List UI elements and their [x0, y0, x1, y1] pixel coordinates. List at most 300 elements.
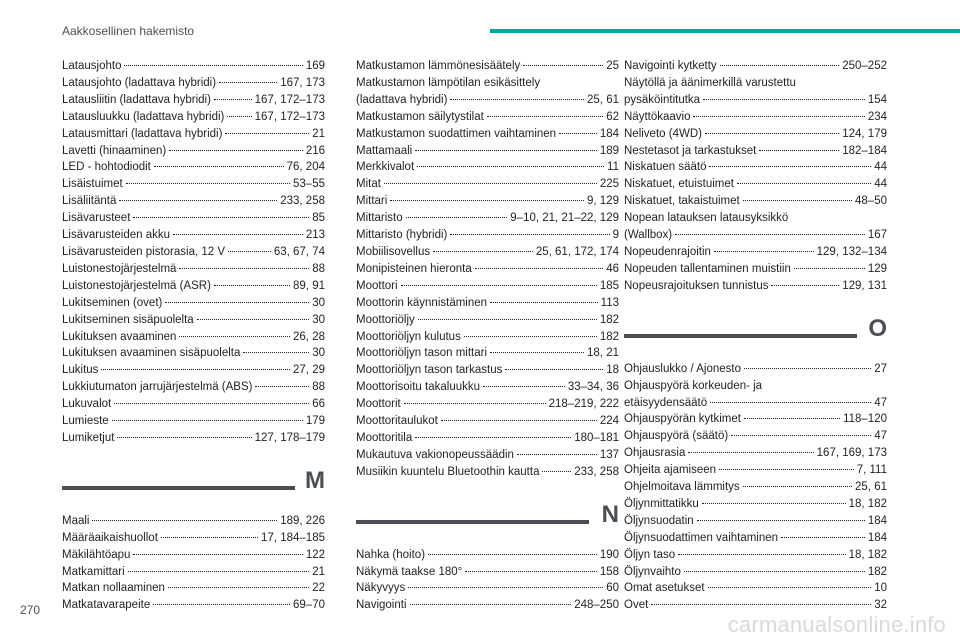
section-rule: [62, 486, 295, 490]
index-entry-pages: 21: [312, 127, 325, 140]
index-entry: [62, 210, 325, 227]
entry-list-n: [356, 547, 619, 615]
index-entry-term: Mobiilisovellus: [356, 245, 431, 258]
index-entry: [62, 126, 325, 143]
index-entry-text: Matkustamon lämpötilan esikäsittely: [356, 76, 541, 89]
index-entry: [356, 447, 619, 464]
dot-leader: [168, 587, 309, 588]
index-entry: [62, 261, 325, 278]
dot-leader: [465, 571, 597, 572]
dot-leader: [490, 302, 598, 303]
index-entry: [624, 411, 887, 428]
index-entry-pages: 25, 61: [855, 481, 887, 494]
index-entry-pages: 22: [312, 582, 325, 595]
index-entry-term: Lukuvalot: [62, 398, 112, 411]
index-entry-term: Neliveto (4WD): [624, 127, 702, 140]
index-entry: [356, 430, 619, 447]
index-entry-term: Matkatavarapeite: [62, 599, 151, 612]
index-entry: [624, 580, 887, 597]
dot-leader: [169, 150, 303, 151]
index-entry-pages: 76, 204: [286, 161, 325, 174]
index-entry-pages: 122: [305, 548, 325, 561]
section-header-n: [356, 495, 619, 547]
index-entry: [62, 92, 325, 109]
dot-leader: [124, 65, 302, 66]
dot-leader: [119, 200, 277, 201]
index-column-3: [624, 58, 887, 614]
index-entry-pages: 88: [312, 262, 325, 275]
index-entry: [624, 513, 887, 530]
section-rule: [356, 520, 589, 524]
dot-leader: [408, 587, 603, 588]
index-entry-pages: 124, 179: [842, 127, 887, 140]
dot-leader: [744, 368, 871, 369]
index-entry-pages: 182: [599, 330, 619, 343]
index-entry-pages: 129, 132–134: [816, 245, 887, 258]
index-entry-term: Nopeuden tallentaminen muistiin: [624, 262, 791, 275]
dot-leader: [714, 251, 814, 252]
dot-leader: [417, 166, 604, 167]
section-letter-o: O: [868, 314, 887, 342]
index-entry-pages: 218–219, 222: [548, 398, 619, 411]
dot-leader: [651, 604, 871, 605]
index-entry: [356, 580, 619, 597]
index-entry-pages: 9: [612, 229, 619, 242]
index-entry-pages: 25, 61: [587, 93, 619, 106]
dot-leader: [743, 486, 852, 487]
index-entry-term: Mitat: [356, 178, 381, 191]
dot-leader: [759, 150, 839, 151]
index-entry-pages: 27: [874, 362, 887, 375]
index-entry-term: Näyttökaavio: [624, 110, 691, 123]
index-entry-pages: 89, 91: [293, 279, 325, 292]
index-entry-term: Latausmittari (ladattava hybridi): [62, 127, 223, 140]
index-entry-term: Moottorit: [356, 398, 401, 411]
index-entry: [62, 176, 325, 193]
index-entry-pages: 60: [606, 582, 619, 595]
index-entry-term: Moottorisoitu takaluukku: [356, 381, 481, 394]
index-entry-term: (ladattava hybridi): [356, 93, 448, 106]
dot-leader: [165, 302, 309, 303]
dot-leader: [410, 604, 572, 605]
section-letter-n: N: [601, 500, 619, 528]
index-entry-term: Öljyn taso: [624, 548, 676, 561]
entry-list-l: [62, 58, 325, 447]
index-entry-pages: 113: [600, 296, 619, 309]
dot-leader: [702, 503, 846, 504]
index-entry-text: Nopean latauksen latausyksikkö: [624, 212, 789, 225]
dot-leader: [255, 386, 309, 387]
index-entry: [62, 244, 325, 261]
index-entry-term: Lisäistuimet: [62, 178, 123, 191]
index-entry-term: (Wallbox): [624, 229, 673, 242]
dot-leader: [688, 452, 813, 453]
index-entry: [624, 109, 887, 126]
index-entry: [356, 329, 619, 346]
index-entry-term: Lavetti (hinaaminen): [62, 144, 167, 157]
dot-leader: [401, 285, 597, 286]
index-entry-term: Nestetasot ja tarkastukset: [624, 144, 757, 157]
dot-leader: [243, 352, 309, 353]
index-entry-pages: 137: [599, 448, 619, 461]
index-entry-pages: 182–184: [842, 144, 887, 157]
index-entry-term: Lisävarusteiden pistorasia, 12 V: [62, 245, 226, 258]
index-entry-term: Luistonestojärjestelmä: [62, 262, 177, 275]
index-entry: [356, 345, 619, 362]
index-entry-pages: 189: [599, 144, 619, 157]
index-entry-pages: 10: [874, 582, 887, 595]
dot-leader: [709, 166, 871, 167]
index-entry: [62, 379, 325, 396]
index-entry: [624, 143, 887, 160]
index-entry-term: Öljynsuodatin: [624, 514, 694, 527]
index-entry-pages: 184: [867, 514, 887, 527]
dot-leader: [228, 251, 271, 252]
index-entry-term: Latausliitin (ladattava hybridi): [62, 93, 211, 106]
index-entry: [356, 143, 619, 160]
index-entry-pages: 234: [867, 110, 887, 123]
index-entry: [62, 513, 325, 530]
index-entry: [356, 295, 619, 312]
dot-leader: [731, 435, 871, 436]
index-entry-pages: 184: [867, 531, 887, 544]
dot-leader: [101, 369, 290, 370]
dot-leader: [214, 285, 290, 286]
index-entry-pages: 17, 184–185: [261, 531, 325, 544]
index-entry: [624, 227, 887, 244]
index-entry: [62, 547, 325, 564]
dot-leader: [559, 133, 597, 134]
index-entry: [62, 396, 325, 413]
dot-leader: [126, 183, 290, 184]
index-entry: [62, 75, 325, 92]
index-entry-pages: 32: [874, 599, 887, 612]
index-entry: [356, 396, 619, 413]
index-entry-term: Ohjauslukko / Ajonesto: [624, 362, 741, 375]
section-rule: [624, 334, 857, 338]
index-entry: [356, 413, 619, 430]
dot-leader: [227, 116, 251, 117]
index-entry-term: Mittaristo (hybridi): [356, 229, 448, 242]
index-entry: [62, 295, 325, 312]
dot-leader: [703, 99, 865, 100]
dot-leader: [710, 402, 871, 403]
index-entry: [356, 58, 619, 75]
index-entry-pages: 180–181: [574, 431, 619, 444]
index-entry-term: Näkymä taakse 180°: [356, 565, 463, 578]
index-entry-pages: 30: [312, 296, 325, 309]
section-header-o: [624, 309, 887, 361]
dot-leader: [490, 352, 584, 353]
index-entry-term: Mukautuva vakionopeussäädin: [356, 448, 514, 461]
index-entry-term: Lukitseminen sisäpuolelta: [62, 313, 194, 326]
dot-leader: [675, 234, 865, 235]
dot-leader: [542, 471, 571, 472]
index-entry: [624, 428, 887, 445]
dot-leader: [92, 520, 277, 521]
index-entry-pages: 216: [305, 144, 325, 157]
index-entry-term: Matkustamon suodattimen vaihtaminen: [356, 127, 557, 140]
index-entry-pages: 18: [606, 364, 619, 377]
index-entry: [356, 564, 619, 581]
dot-leader: [737, 183, 871, 184]
index-entry-term: Omat asetukset: [624, 582, 705, 595]
index-entry: [624, 479, 887, 496]
index-entry-term: Lisävarusteet: [62, 212, 131, 225]
index-entry-term: Öljynmittatikku: [624, 497, 699, 510]
dot-leader: [179, 268, 309, 269]
index-entry: [624, 92, 887, 109]
index-entry-term: LED - hohtodiodit: [62, 161, 151, 174]
index-entry: [356, 379, 619, 396]
index-entry-term: Moottoriöljyn tason tarkastus: [356, 364, 503, 377]
index-entry-pages: 167: [867, 229, 887, 242]
index-entry-text: Näytöllä ja äänimerkillä varustettu: [624, 76, 796, 89]
dot-leader: [693, 116, 864, 117]
dot-leader: [117, 437, 251, 438]
index-entry-pages: 190: [599, 548, 619, 561]
index-entry-term: Ohjausrasia: [624, 447, 686, 460]
index-entry: [356, 464, 619, 481]
dot-leader: [133, 554, 302, 555]
index-entry-pages: 213: [305, 229, 325, 242]
index-entry-pages: 18, 182: [848, 548, 887, 561]
index-entry-term: Lukkiutumaton jarrujärjestelmä (ABS): [62, 381, 253, 394]
index-entry-pages: 179: [305, 415, 325, 428]
index-entry-pages: 27, 29: [293, 364, 325, 377]
index-entry-pages: 53–55: [293, 178, 325, 191]
index-entry: [356, 176, 619, 193]
index-entry-term: Mittaristo: [356, 212, 403, 225]
dot-leader: [128, 571, 310, 572]
index-entry: [62, 564, 325, 581]
index-entry-pages: 248–250: [574, 599, 619, 612]
index-entry-term: Niskatuet, takaistuimet: [624, 195, 740, 208]
dot-leader: [415, 437, 571, 438]
watermark: carmanualsonline.info: [727, 612, 946, 637]
index-entry-term: Lumiketjut: [62, 431, 115, 444]
index-entry-pages: 66: [312, 398, 325, 411]
dot-leader: [153, 604, 290, 605]
index-entry-pages: 167, 172–173: [254, 110, 325, 123]
index-entry: [356, 227, 619, 244]
index-entry-term: Lumieste: [62, 415, 109, 428]
index-entry-pages: 21: [312, 565, 325, 578]
index-entry-pages: 182: [867, 565, 887, 578]
header-accent-bar: [490, 29, 960, 33]
index-entry-pages: 47: [874, 396, 887, 409]
index-entry-pages: 85: [312, 212, 325, 225]
index-entry-pages: 44: [874, 161, 887, 174]
index-entry: [62, 430, 325, 447]
index-entry-pages: 62: [606, 110, 619, 123]
index-entry-term: Moottoriöljy: [356, 313, 415, 326]
index-entry-pages: 11: [607, 161, 619, 174]
index-entry-pages: 7, 111: [856, 464, 887, 477]
index-entry-pages: 167, 172–173: [254, 93, 325, 106]
index-entry-term: Nopeusrajoituksen tunnistus: [624, 279, 769, 292]
index-entry: [624, 278, 887, 295]
dot-leader: [678, 554, 845, 555]
dot-leader: [487, 116, 603, 117]
index-entry: [356, 278, 619, 295]
index-entry-pages: 44: [874, 178, 887, 191]
index-column-2: [356, 58, 619, 614]
dot-leader: [154, 166, 284, 167]
dot-leader: [418, 319, 597, 320]
dot-leader: [450, 99, 584, 100]
index-entry-pages: 63, 67, 74: [273, 245, 325, 258]
dot-leader: [483, 386, 565, 387]
index-entry: [62, 597, 325, 614]
entry-list-n-cont: [624, 58, 887, 295]
dot-leader: [384, 183, 597, 184]
index-entry: [62, 143, 325, 160]
index-entry: [62, 58, 325, 75]
dot-leader: [450, 234, 609, 235]
index-entry-term: Lukitseminen (ovet): [62, 296, 163, 309]
index-entry-pages: 129, 131: [842, 279, 887, 292]
index-entry-term: Matkamittari: [62, 565, 125, 578]
index-entry-term: Ohjauspyörän kytkimet: [624, 413, 741, 426]
index-entry-pages: 233, 258: [280, 195, 325, 208]
index-entry-term: Merkkivalot: [356, 161, 415, 174]
index-entry: [624, 261, 887, 278]
index-entry: [356, 261, 619, 278]
section-letter-m: M: [305, 466, 325, 494]
dot-leader: [225, 133, 309, 134]
index-entry: [356, 547, 619, 564]
entry-list-m: [62, 513, 325, 614]
index-entry: [356, 312, 619, 329]
dot-leader: [720, 65, 840, 66]
index-entry-pages: 25: [606, 60, 619, 72]
index-entry-pages: 118–120: [843, 413, 887, 426]
index-entry-term: Moottorin käynnistäminen: [356, 296, 488, 309]
index-entry: [62, 345, 325, 362]
index-entry: [62, 413, 325, 430]
index-entry: [624, 244, 887, 261]
dot-leader: [179, 336, 290, 337]
index-entry-term: Määräaikaishuollot: [62, 531, 158, 544]
index-entry-pages: 9–10, 21, 21–22, 129: [510, 212, 619, 225]
index-entry: [356, 597, 619, 614]
index-entry-term: Latausjohto: [62, 60, 122, 72]
index-entry: [62, 193, 325, 210]
index-entry-pages: 185: [599, 279, 619, 292]
index-entry-term: Luistonestojärjestelmä (ASR): [62, 279, 211, 292]
index-entry: [356, 92, 619, 109]
dot-leader: [705, 133, 839, 134]
dot-leader: [781, 537, 865, 538]
index-entry: [624, 547, 887, 564]
index-entry-term: Nahka (hoito): [356, 548, 426, 561]
index-entry-term: pysäköintitutka: [624, 93, 701, 106]
index-entry-pages: 182: [599, 313, 619, 326]
index-entry-pages: 25, 61, 172, 174: [535, 245, 619, 258]
dot-leader: [794, 268, 865, 269]
index-entry: [624, 395, 887, 412]
index-entry-pages: 154: [867, 93, 887, 106]
index-entry: [356, 193, 619, 210]
index-entry: [356, 210, 619, 227]
dot-leader: [743, 200, 852, 201]
index-entry: [62, 109, 325, 126]
dot-leader: [441, 420, 597, 421]
index-entry-pages: 26, 28: [293, 330, 325, 343]
index-entry-term: Navigointi: [356, 599, 407, 612]
index-entry-term: Mäkilähtöapu: [62, 548, 131, 561]
index-entry-term: Niskatuet, etuistuimet: [624, 178, 734, 191]
index-entry-pages: 250–252: [842, 60, 887, 72]
index-entry-term: Matkustamon lämmönesisäätely: [356, 60, 521, 72]
index-entry-pages: 129: [867, 262, 887, 275]
index-entry-pages: 233, 258: [574, 465, 619, 478]
index-entry: [624, 530, 887, 547]
index-entry-term: Ohjeita ajamiseen: [624, 464, 717, 477]
index-entry: [62, 278, 325, 295]
index-entry-term: Ohjelmoitava lämmitys: [624, 481, 740, 494]
index-entry-term: Maali: [62, 514, 90, 527]
dot-leader: [719, 469, 854, 470]
dot-leader: [684, 571, 865, 572]
page-header-title: Aakkosellinen hakemisto: [62, 24, 195, 38]
index-entry-term: Matkan nollaaminen: [62, 582, 165, 595]
index-entry: [624, 445, 887, 462]
index-entry-term: Lukitus: [62, 364, 99, 377]
entry-list-m-cont: [356, 58, 619, 481]
index-entry: [356, 109, 619, 126]
dot-leader: [708, 587, 872, 588]
index-entry-term: Moottoriöljyn kulutus: [356, 330, 461, 343]
index-entry-pages: 30: [312, 313, 325, 326]
index-entry-pages: 189, 226: [280, 514, 325, 527]
section-header-m: [62, 461, 325, 513]
index-entry-pages: 167, 169, 173: [816, 447, 887, 460]
index-entry-pages: 47: [874, 430, 887, 443]
index-entry-pages: 224: [599, 415, 619, 428]
index-entry-term: Latausjohto (ladattava hybridi): [62, 76, 217, 89]
index-entry-pages: 88: [312, 381, 325, 394]
index-entry-pages: 9, 129: [587, 195, 619, 208]
index-entry-term: Näkyvyys: [356, 582, 406, 595]
page-number: 270: [20, 603, 41, 617]
dot-leader: [197, 319, 310, 320]
index-entry-pages: 69–70: [293, 599, 325, 612]
dot-leader: [219, 82, 277, 83]
index-entry: [624, 462, 887, 479]
index-entry-term: Musiikin kuuntelu Bluetoothin kautta: [356, 465, 540, 478]
dot-leader: [415, 150, 597, 151]
dot-leader: [433, 251, 533, 252]
index-entry-term: Ohjauspyörä (säätö): [624, 430, 729, 443]
index-entry-term: Lisäliitäntä: [62, 195, 117, 208]
dot-leader: [523, 65, 603, 66]
index-entry-pages: 184: [599, 127, 619, 140]
index-entry: [624, 496, 887, 513]
index-entry: [356, 126, 619, 143]
index-entry-term: Ovet: [624, 599, 649, 612]
dot-leader: [404, 403, 546, 404]
index-entry: [356, 159, 619, 176]
index-entry-pages: 169: [305, 60, 325, 72]
index-entry-pages: 225: [599, 178, 619, 191]
index-entry: [62, 227, 325, 244]
index-entry-term: Monipisteinen hieronta: [356, 262, 472, 275]
index-entry-term: Öljynsuodattimen vaihtaminen: [624, 531, 779, 544]
index-entry-term: Nopeudenrajoitin: [624, 245, 711, 258]
dot-leader: [744, 418, 840, 419]
